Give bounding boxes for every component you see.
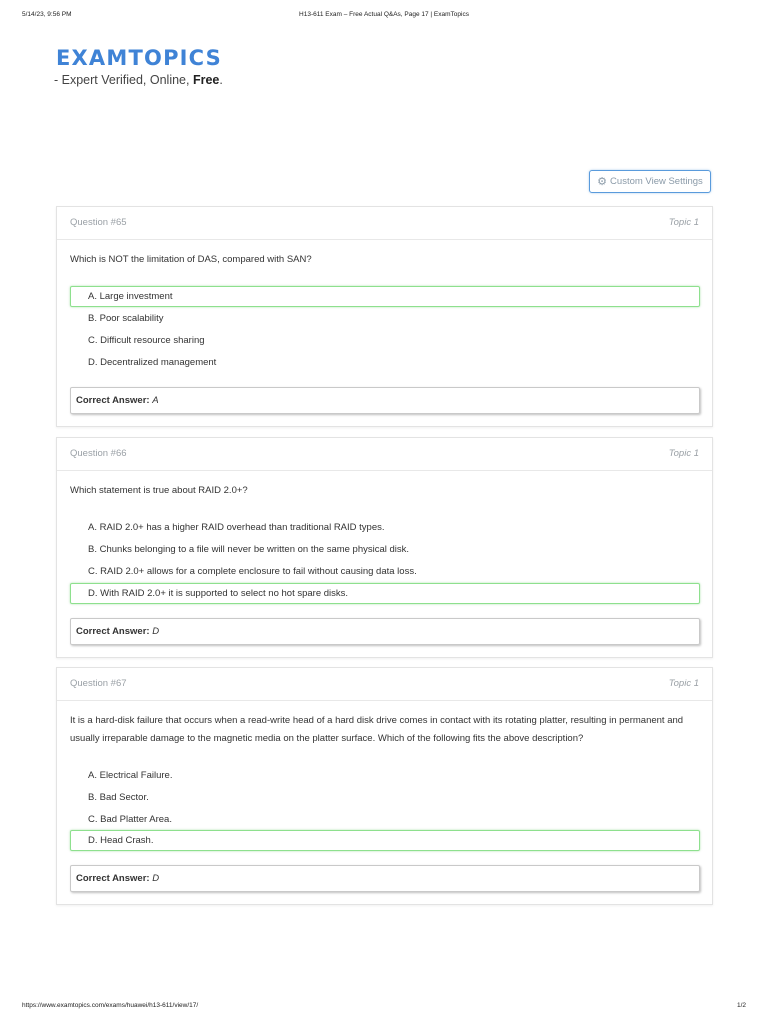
- question-card: [56, 206, 713, 427]
- question-text: Which is NOT the limitation of DAS, compared with SAN?: [70, 254, 312, 265]
- print-footer: [22, 1002, 746, 1012]
- choice-b[interactable]: B. Bad Sector.: [88, 792, 149, 803]
- question-number[interactable]: Question #67: [70, 678, 127, 689]
- print-header: [22, 11, 746, 21]
- custom-view-settings-button[interactable]: [589, 170, 711, 193]
- settings-button-label: Custom View Settings: [610, 176, 703, 187]
- question-number[interactable]: Question #66: [70, 448, 127, 459]
- print-date: 5/14/23, 9:56 PM: [22, 11, 72, 18]
- correct-answer-box: [70, 387, 700, 414]
- examtopics-logo[interactable]: [56, 46, 222, 70]
- correct-answer-label: Correct Answer:: [76, 873, 150, 884]
- correct-answer-box: [70, 618, 700, 645]
- question-topic: Topic 1: [668, 678, 699, 689]
- question-number[interactable]: Question #65: [70, 217, 127, 228]
- correct-answer-box: [70, 865, 700, 892]
- choice-b[interactable]: B. Chunks belonging to a file will never be written on the same physical disk.: [88, 544, 410, 555]
- correct-answer-value: D: [152, 626, 160, 637]
- question-topic: Topic 1: [668, 448, 699, 459]
- choice-d[interactable]: D. Head Crash.: [70, 830, 700, 851]
- correct-answer-value: A: [152, 395, 159, 406]
- question-text: It is a hard-disk failure that occurs when a read-write head of a hard disk drive comes in contact with its rotating platter, resulting in permanent and usually irreparable damage to the magnetic media on the platter surface. Which of the following fits the above description?: [70, 715, 684, 744]
- correct-answer-value: D: [152, 873, 160, 884]
- choice-a[interactable]: A. Electrical Failure.: [88, 770, 173, 781]
- correct-answer-label: Correct Answer:: [76, 626, 150, 637]
- question-card: [56, 667, 713, 905]
- choice-d[interactable]: D. Decentralized management: [88, 357, 217, 368]
- question-topic: Topic 1: [668, 217, 699, 228]
- question-header: [57, 438, 712, 471]
- tagline-suffix: .: [219, 73, 223, 87]
- question-header: [57, 207, 712, 240]
- print-page-title: H13-611 Exam – Free Actual Q&As, Page 17 | ExamTopics: [299, 11, 469, 18]
- tagline-prefix: - Expert Verified, Online,: [54, 73, 193, 87]
- tagline: [54, 73, 223, 87]
- logo-text: EXAMTOPICS: [56, 46, 222, 70]
- choice-a[interactable]: A. Large investment: [70, 286, 700, 307]
- correct-answer-label: Correct Answer:: [76, 395, 150, 406]
- question-header: [57, 668, 712, 701]
- question-text: Which statement is true about RAID 2.0+?: [70, 485, 248, 496]
- choice-c[interactable]: C. Bad Platter Area.: [88, 814, 172, 825]
- choice-b[interactable]: B. Poor scalability: [88, 313, 164, 324]
- gear-icon: ⚙: [597, 175, 608, 188]
- tagline-bold: Free: [192, 73, 220, 87]
- choice-c[interactable]: C. Difficult resource sharing: [88, 335, 205, 346]
- choice-c[interactable]: C. RAID 2.0+ allows for a complete enclosure to fail without causing data loss.: [88, 566, 417, 577]
- print-page-number: 1/2: [736, 1002, 746, 1009]
- choice-d[interactable]: D. With RAID 2.0+ it is supported to select no hot spare disks.: [70, 583, 700, 604]
- choice-a[interactable]: A. RAID 2.0+ has a higher RAID overhead than traditional RAID types.: [88, 522, 385, 533]
- print-url[interactable]: https://www.examtopics.com/exams/huawei/h13-611/view/17/: [22, 1002, 199, 1009]
- question-card: [56, 437, 713, 658]
